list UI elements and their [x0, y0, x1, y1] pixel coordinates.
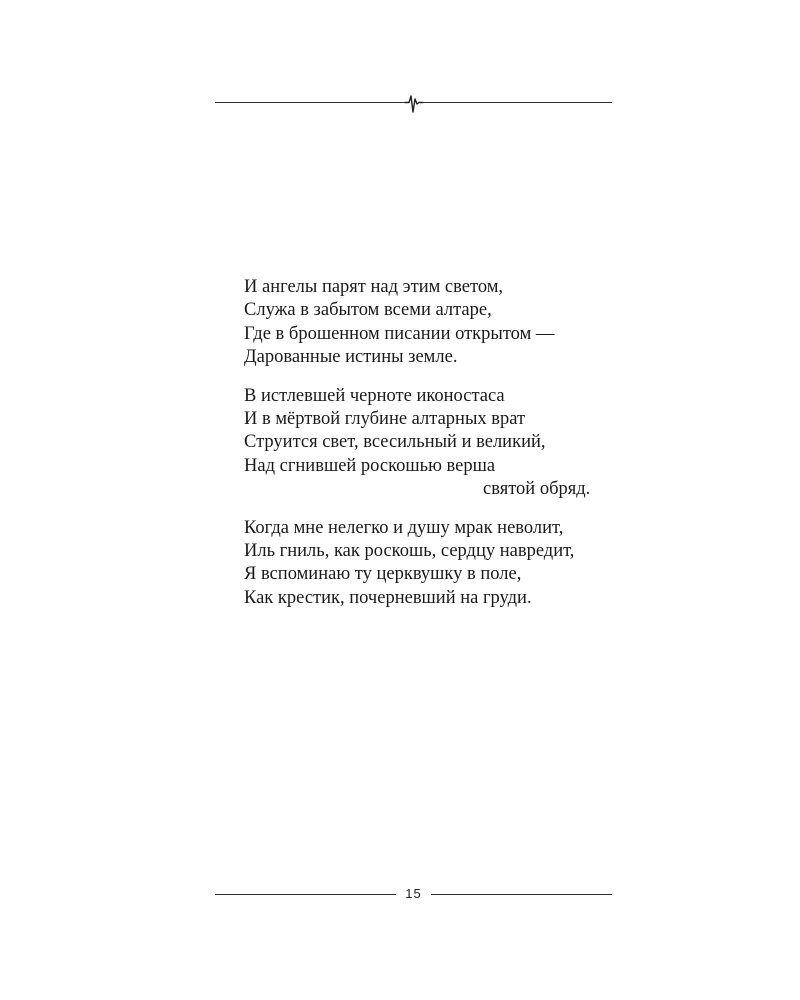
- poem-line: Струится свет, всесильный и великий,: [244, 432, 546, 453]
- poem-line: Когда мне нелегко и душу мрак неволит,: [244, 517, 564, 538]
- poem-line: Как крестик, почерневший на груди.: [244, 587, 532, 608]
- poem-line: В истлевшей черноте иконостаса: [244, 385, 505, 406]
- poem-line: Дарованные истины земле.: [244, 347, 458, 368]
- poem-line: Служа в забытом всеми алтаре,: [244, 300, 492, 321]
- poem-line: И в мёртвой глубине алтарных врат: [244, 409, 526, 430]
- heartbeat-icon: [215, 88, 612, 118]
- footer-rule-right: [431, 894, 612, 895]
- poem-line: Иль гниль, как роскошь, сердцу навредит,: [244, 541, 575, 562]
- header-ornament: [215, 88, 612, 118]
- poem-line: Я вспоминаю ту церквушку в поле,: [244, 564, 522, 585]
- poem-line: И ангелы парят над этим светом,: [244, 277, 504, 297]
- page-footer: [215, 884, 612, 906]
- poem-line: Над сгнившей роскошью верша: [244, 455, 496, 476]
- stanza-3: [244, 517, 624, 611]
- poem-body: [244, 276, 624, 625]
- poem-line: Где в брошенном писании открытом —: [244, 323, 555, 344]
- poem-line-continuation: святой обряд.: [483, 479, 591, 500]
- footer-rule-left: [215, 894, 396, 895]
- stanza-1: [244, 276, 624, 370]
- page-number: 15: [405, 886, 422, 901]
- stanza-2: [244, 385, 624, 502]
